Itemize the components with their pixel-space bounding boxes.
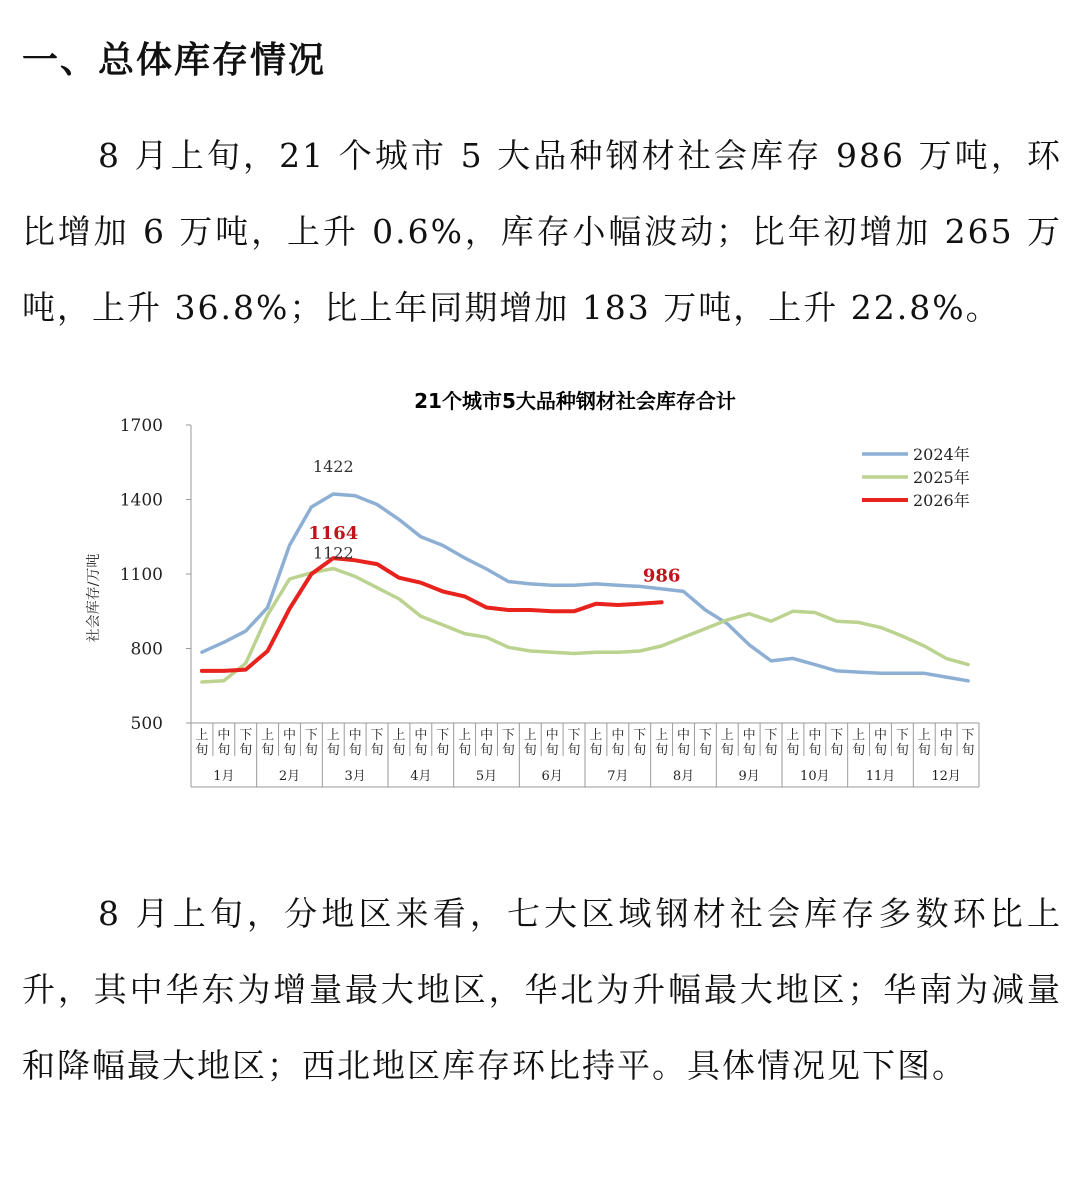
legend-label: 2025年 (913, 468, 970, 487)
x-tick-label-top: 下 (764, 728, 778, 743)
x-tick-label-bottom: 旬 (326, 743, 340, 758)
month-label: 4月 (410, 769, 432, 784)
x-tick-label-bottom: 旬 (764, 743, 778, 758)
y-tick-label: 1700 (119, 416, 163, 436)
x-tick-label-top: 下 (304, 728, 318, 743)
month-label: 11月 (865, 769, 896, 784)
data-label: 1122 (312, 543, 354, 563)
x-tick-label-bottom: 旬 (961, 743, 975, 758)
x-tick-label-bottom: 旬 (370, 743, 384, 758)
x-tick-label-bottom: 旬 (414, 743, 428, 758)
x-tick-label-top: 下 (370, 728, 384, 743)
x-tick-label-top: 上 (458, 728, 472, 743)
x-tick-label-top: 中 (282, 728, 297, 743)
x-tick-label-bottom: 旬 (698, 743, 712, 758)
x-tick-label-top: 上 (589, 728, 603, 743)
month-label: 12月 (931, 769, 961, 784)
month-label: 5月 (475, 769, 498, 784)
x-tick-label-top: 下 (436, 728, 450, 743)
x-tick-label-top: 上 (326, 728, 340, 743)
x-tick-label-bottom: 旬 (676, 743, 691, 758)
x-tick-label-top: 下 (961, 728, 975, 743)
x-tick-label-top: 上 (917, 728, 931, 743)
x-tick-label-top: 下 (633, 728, 647, 743)
x-tick-label-top: 中 (479, 728, 494, 743)
x-tick-label-top: 上 (261, 728, 275, 743)
x-tick-label-top: 上 (523, 728, 537, 743)
legend-label: 2024年 (913, 445, 970, 464)
data-label: 986 (642, 565, 681, 587)
x-tick-label-bottom: 旬 (939, 743, 953, 758)
inventory-line-chart (80, 378, 1000, 790)
x-tick-label-top: 下 (698, 728, 712, 743)
x-tick-label-bottom: 旬 (479, 743, 494, 758)
x-tick-label-top: 中 (939, 728, 953, 743)
y-tick-label: 500 (130, 714, 163, 734)
section-title: 一、总体库存情况 (22, 40, 327, 81)
regional-paragraph: 8 月上旬，分地区来看，七大区域钢材社会库存多数环比上升，其中华东为增量最大地区，华北为升幅最大地区；华南为减量和降幅最大地区；西北地区库存环比持平。具体情况见下图。 (22, 894, 1062, 1085)
x-tick-label-top: 中 (808, 728, 822, 743)
x-tick-label-top: 中 (611, 728, 625, 743)
x-tick-label-top: 中 (545, 728, 559, 743)
y-tick-label: 1400 (119, 490, 163, 511)
x-tick-label-bottom: 旬 (655, 743, 669, 758)
x-tick-label-bottom: 旬 (195, 743, 209, 758)
x-tick-label-top: 上 (786, 728, 800, 743)
x-tick-label-top: 中 (414, 728, 428, 743)
x-tick-label-top: 下 (567, 728, 581, 743)
month-label: 7月 (607, 769, 629, 784)
x-tick-label-top: 上 (195, 728, 209, 743)
x-tick-label-bottom: 旬 (895, 743, 909, 758)
x-tick-label-bottom: 旬 (852, 743, 866, 758)
x-tick-label-bottom: 旬 (282, 743, 297, 758)
x-tick-label-top: 下 (501, 728, 515, 743)
month-label: 6月 (541, 769, 563, 784)
x-tick-label-bottom: 旬 (348, 743, 362, 758)
x-tick-label-top: 中 (348, 728, 362, 743)
month-label: 2月 (278, 769, 301, 784)
month-label: 10月 (800, 769, 830, 784)
x-tick-label-top: 中 (742, 728, 756, 743)
x-tick-label-top: 上 (852, 728, 866, 743)
x-tick-label-bottom: 旬 (545, 743, 559, 758)
x-tick-label-bottom: 旬 (392, 743, 406, 758)
x-tick-label-bottom: 旬 (217, 743, 231, 758)
x-tick-label-top: 中 (873, 728, 888, 743)
x-tick-label-top: 下 (239, 728, 253, 743)
y-axis-label: 社会库存/万吨 (86, 553, 102, 643)
x-tick-label-bottom: 旬 (611, 743, 625, 758)
x-tick-label-top: 中 (217, 728, 231, 743)
month-label: 8月 (672, 769, 695, 784)
x-tick-label-bottom: 旬 (261, 743, 275, 758)
data-label: 1164 (308, 523, 359, 545)
x-tick-label-top: 中 (676, 728, 691, 743)
month-label: 1月 (213, 769, 235, 784)
x-tick-label-bottom: 旬 (917, 743, 931, 758)
x-tick-label-bottom: 旬 (436, 743, 450, 758)
x-tick-label-top: 上 (655, 728, 669, 743)
x-tick-label-bottom: 旬 (239, 743, 253, 758)
x-tick-label-top: 上 (720, 728, 734, 743)
month-label: 3月 (344, 769, 366, 784)
data-label: 1422 (312, 457, 354, 477)
chart-title: 21个城市5大品种钢材社会库存合计 (414, 389, 736, 413)
x-tick-label-top: 上 (392, 728, 406, 743)
x-tick-label-bottom: 旬 (523, 743, 537, 758)
legend-label: 2026年 (913, 491, 970, 510)
y-tick-label: 1100 (119, 565, 163, 585)
x-tick-label-bottom: 旬 (742, 743, 756, 758)
x-tick-label-top: 下 (895, 728, 909, 743)
x-tick-label-bottom: 旬 (501, 743, 515, 758)
x-tick-label-bottom: 旬 (458, 743, 472, 758)
x-tick-label-bottom: 旬 (567, 743, 581, 758)
month-label: 9月 (738, 769, 760, 784)
y-tick-label: 800 (130, 639, 163, 660)
x-tick-label-bottom: 旬 (633, 743, 647, 758)
x-tick-label-bottom: 旬 (720, 743, 734, 758)
x-tick-label-bottom: 旬 (830, 743, 844, 758)
x-tick-label-bottom: 旬 (808, 743, 822, 758)
x-tick-label-bottom: 旬 (304, 743, 318, 758)
x-tick-label-bottom: 旬 (873, 743, 888, 758)
summary-paragraph: 8 月上旬，21 个城市 5 大品种钢材社会库存 986 万吨，环比增加 6 万吨，上升 0.6%，库存小幅波动；比年初增加 265 万吨，上升 36.8%；比上年同期增加 183 万吨，上升 22.8%。 (22, 136, 1062, 327)
x-tick-label-bottom: 旬 (589, 743, 603, 758)
x-tick-label-bottom: 旬 (786, 743, 800, 758)
x-tick-label-top: 下 (830, 728, 844, 743)
